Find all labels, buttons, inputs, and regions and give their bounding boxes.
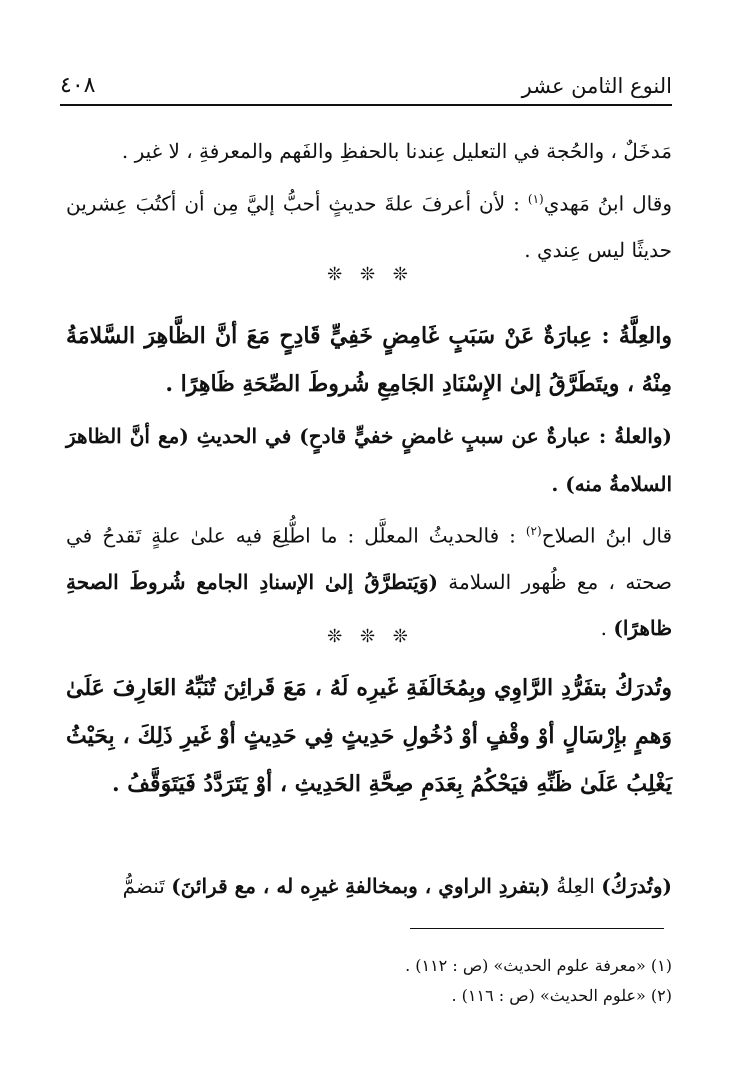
footnote-2: (٢) «علوم الحديث» (ص : ١١٦) . — [451, 986, 672, 1005]
paragraph-3-quote: (وَيَتطرَّقُ إلىٰ الإسنادِ الجامع شُروطَ الصحةِ ظاهرًا) — [66, 569, 672, 640]
page-header — [60, 64, 672, 98]
section-separator-2: ❊ ❊ ❊ — [327, 626, 414, 647]
sharh-2-part-d: تَنضمُّ — [122, 874, 172, 898]
footnote-1: (١) «معرفة علوم الحديث» (ص : ١١٢) . — [405, 956, 672, 975]
paragraph-1: مَدخَلٌ ، والحُجة في التعليل عِندنا بالحفظِ والفَهم والمعرفةِ ، لا غير . — [121, 139, 672, 163]
header-divider — [60, 104, 672, 106]
paragraph-3-end: . — [600, 615, 614, 640]
paragraph-3-start: قال ابنُ الصلاح — [541, 523, 673, 548]
matn-paragraph-1: والعِلَّةُ : عِبارَةٌ عَنْ سَبَبٍ غَامِضٍ خَفِيٍّ قَادِحٍ مَعَ أنَّ الظَّاهِرَ السَّلامَةُ مِنْهُ ، ويتَطَرَّقُ إلىٰ الإِسْنَادِ الجَامِعِ شُروطَ الصِّحَةِ ظَاهِرًا . — [66, 323, 672, 397]
chapter-title: النوع الثامن عشر — [521, 74, 672, 98]
sharh-2-part-a: (وتُدرَكُ) — [601, 874, 672, 898]
sharh-2-part-b: العِلةُ — [549, 874, 602, 898]
sharh-paragraph-2 — [66, 862, 672, 910]
sharh-2-part-c: (بتفردِ الراوي ، وبمخالفةِ غيرِه له ، مع قرائنَ) — [171, 874, 550, 898]
paragraph-2 — [66, 176, 672, 273]
footnote-ref-2: (٢) — [525, 524, 542, 538]
footnote-ref-1: (١) — [527, 192, 544, 206]
page-number: ٤٠٨ — [60, 73, 96, 98]
paragraph-2-rest: : لأن أعرفَ علةَ حديثٍ أحبُّ إليَّ مِن أن أكتُبَ عِشرين حديثًا ليس عِندي . — [66, 191, 672, 262]
section-separator-1: ❊ ❊ ❊ — [327, 264, 414, 285]
paragraph-3-middle: : فالحديثُ المعلَّل : ما اطُّلِعَ فيه علىٰ علةٍ تَقدحُ في صحته ، مع ظُهور السلامة — [66, 523, 672, 594]
sharh-paragraph-1: (والعلةُ : عبارةٌ عن سببٍ غامضٍ خفيٍّ قادحٍ) في الحديثِ (مع أنَّ الظاهرَ السلامةُ منه) . — [66, 424, 672, 496]
paragraph-2-start: وقال ابنُ مَهدي — [543, 191, 672, 216]
footnote-divider — [410, 928, 664, 929]
matn-paragraph-2: وتُدرَكُ بتفَرُّدِ الرَّاوِي وبِمُخَالَفَةِ غَيرِه لَهُ ، مَعَ قَرائِنَ تُنَبِّهُ العَارِفَ عَلَىٰ وَهمٍ بإِرْسَالٍ أوْ وقْفٍ أوْ دُخُولِ حَدِيثٍ فِي حَدِيثٍ أوْ غَيرِ ذَلِكَ ، بِحَيْثُ يَغْلِبُ عَلَىٰ ظَنِّهِ فيَحْكُمُ بِعَدَمِ صِحَّةِ الحَدِيثِ ، أوْ يَتَرَدَّدُ فَيَتَوَقَّفُ . — [66, 675, 672, 797]
